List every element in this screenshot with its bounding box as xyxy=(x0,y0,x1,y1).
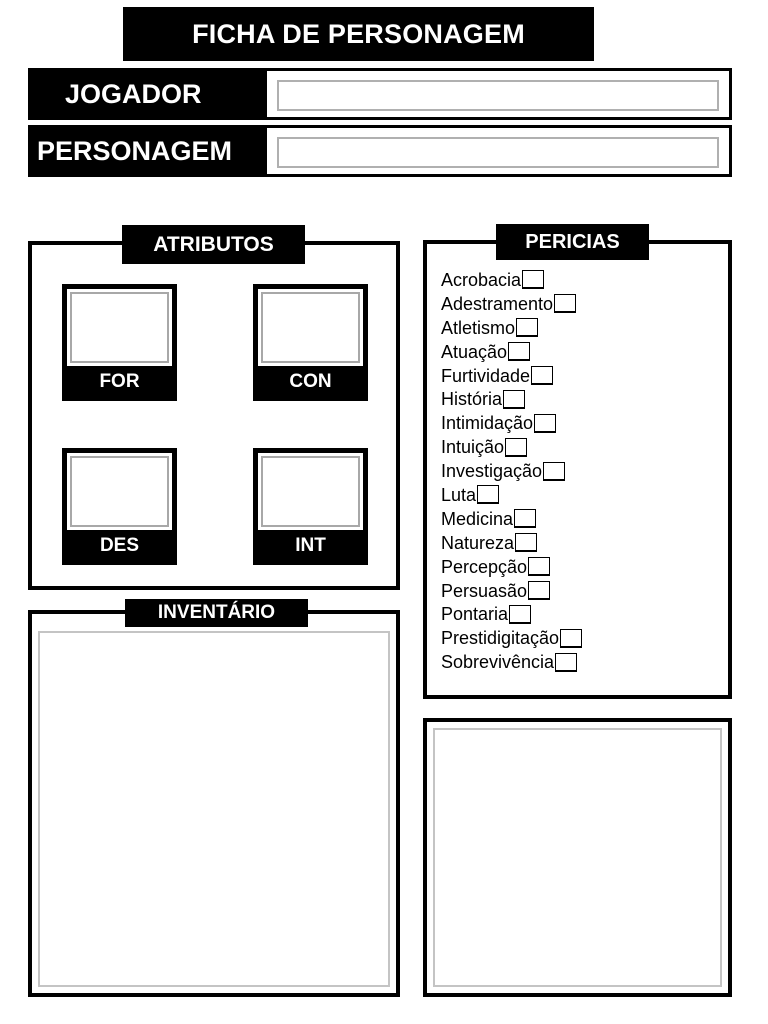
skill-checkbox[interactable] xyxy=(477,485,499,504)
skill-label: Investigação xyxy=(441,461,543,482)
skill-percepcao xyxy=(441,555,721,579)
skill-label: Prestidigitação xyxy=(441,628,560,649)
skill-investigacao xyxy=(441,459,721,483)
skill-label: Furtividade xyxy=(441,365,531,386)
character-field-frame xyxy=(267,128,729,174)
skill-label: Intimidação xyxy=(441,413,534,434)
attribute-int-label: INT xyxy=(295,535,326,556)
skill-checkbox[interactable] xyxy=(516,318,538,337)
skill-label: Percepção xyxy=(441,556,528,577)
inventory-title: INVENTÁRIO xyxy=(125,599,308,627)
skill-checkbox[interactable] xyxy=(555,653,577,672)
skill-checkbox[interactable] xyxy=(522,270,544,289)
skill-label: Sobrevivência xyxy=(441,652,555,673)
skill-checkbox[interactable] xyxy=(515,533,537,552)
skill-adestramento xyxy=(441,292,721,316)
attribute-for-slot[interactable] xyxy=(67,289,172,366)
skill-persuasao xyxy=(441,579,721,603)
skills-title: PERICIAS xyxy=(496,224,649,260)
skill-checkbox[interactable] xyxy=(543,462,565,481)
player-field-frame xyxy=(267,71,729,117)
character-input[interactable] xyxy=(277,137,719,168)
skill-atletismo xyxy=(441,316,721,340)
skill-pontaria xyxy=(441,602,721,626)
skill-checkbox[interactable] xyxy=(534,414,556,433)
attribute-con xyxy=(253,284,368,401)
attribute-con-slot[interactable] xyxy=(258,289,363,366)
attribute-for-label: FOR xyxy=(99,371,140,392)
skill-furtividade xyxy=(441,364,721,388)
skills-list xyxy=(441,268,721,674)
skill-intimidacao xyxy=(441,411,721,435)
skill-prestidigitacao xyxy=(441,626,721,650)
skill-label: Pontaria xyxy=(441,604,509,625)
skill-acrobacia xyxy=(441,268,721,292)
skill-luta xyxy=(441,483,721,507)
inventory-area[interactable] xyxy=(38,631,390,987)
inventory-panel xyxy=(28,610,400,997)
skill-checkbox[interactable] xyxy=(560,629,582,648)
skill-label: Persuasão xyxy=(441,580,528,601)
skill-atuacao xyxy=(441,340,721,364)
attributes-title: ATRIBUTOS xyxy=(122,225,305,264)
player-label: JOGADOR xyxy=(65,78,202,109)
skill-checkbox[interactable] xyxy=(531,366,553,385)
skill-checkbox[interactable] xyxy=(514,509,536,528)
attribute-con-label: CON xyxy=(289,371,332,392)
character-label: PERSONAGEM xyxy=(37,135,233,166)
skill-label: Atletismo xyxy=(441,317,516,338)
skill-medicina xyxy=(441,507,721,531)
attribute-int-slot[interactable] xyxy=(258,453,363,530)
skill-intuicao xyxy=(441,435,721,459)
character-row xyxy=(28,125,732,177)
skill-label: Adestramento xyxy=(441,293,554,314)
skill-natureza xyxy=(441,531,721,555)
attribute-des-slot[interactable] xyxy=(67,453,172,530)
skill-checkbox[interactable] xyxy=(505,438,527,457)
attribute-int xyxy=(253,448,368,565)
skill-checkbox[interactable] xyxy=(509,605,531,624)
skill-label: Natureza xyxy=(441,532,515,553)
player-row xyxy=(28,68,732,120)
notes-area[interactable] xyxy=(433,728,722,987)
skill-sobrevivencia xyxy=(441,650,721,674)
skill-label: Acrobacia xyxy=(441,269,522,290)
skill-label: Luta xyxy=(441,484,477,505)
player-input[interactable] xyxy=(277,80,719,111)
skill-checkbox[interactable] xyxy=(508,342,530,361)
skill-label: Intuição xyxy=(441,437,505,458)
skill-checkbox[interactable] xyxy=(528,581,550,600)
attribute-for xyxy=(62,284,177,401)
skill-checkbox[interactable] xyxy=(503,390,525,409)
skill-label: História xyxy=(441,389,503,410)
skill-checkbox[interactable] xyxy=(554,294,576,313)
attribute-des-label: DES xyxy=(99,535,140,556)
notes-panel xyxy=(423,718,732,997)
skill-checkbox[interactable] xyxy=(528,557,550,576)
skill-historia xyxy=(441,387,721,411)
skill-label: Medicina xyxy=(441,508,514,529)
skill-label: Atuação xyxy=(441,341,508,362)
sheet-title: FICHA DE PERSONAGEM xyxy=(123,7,594,61)
attribute-des xyxy=(62,448,177,565)
